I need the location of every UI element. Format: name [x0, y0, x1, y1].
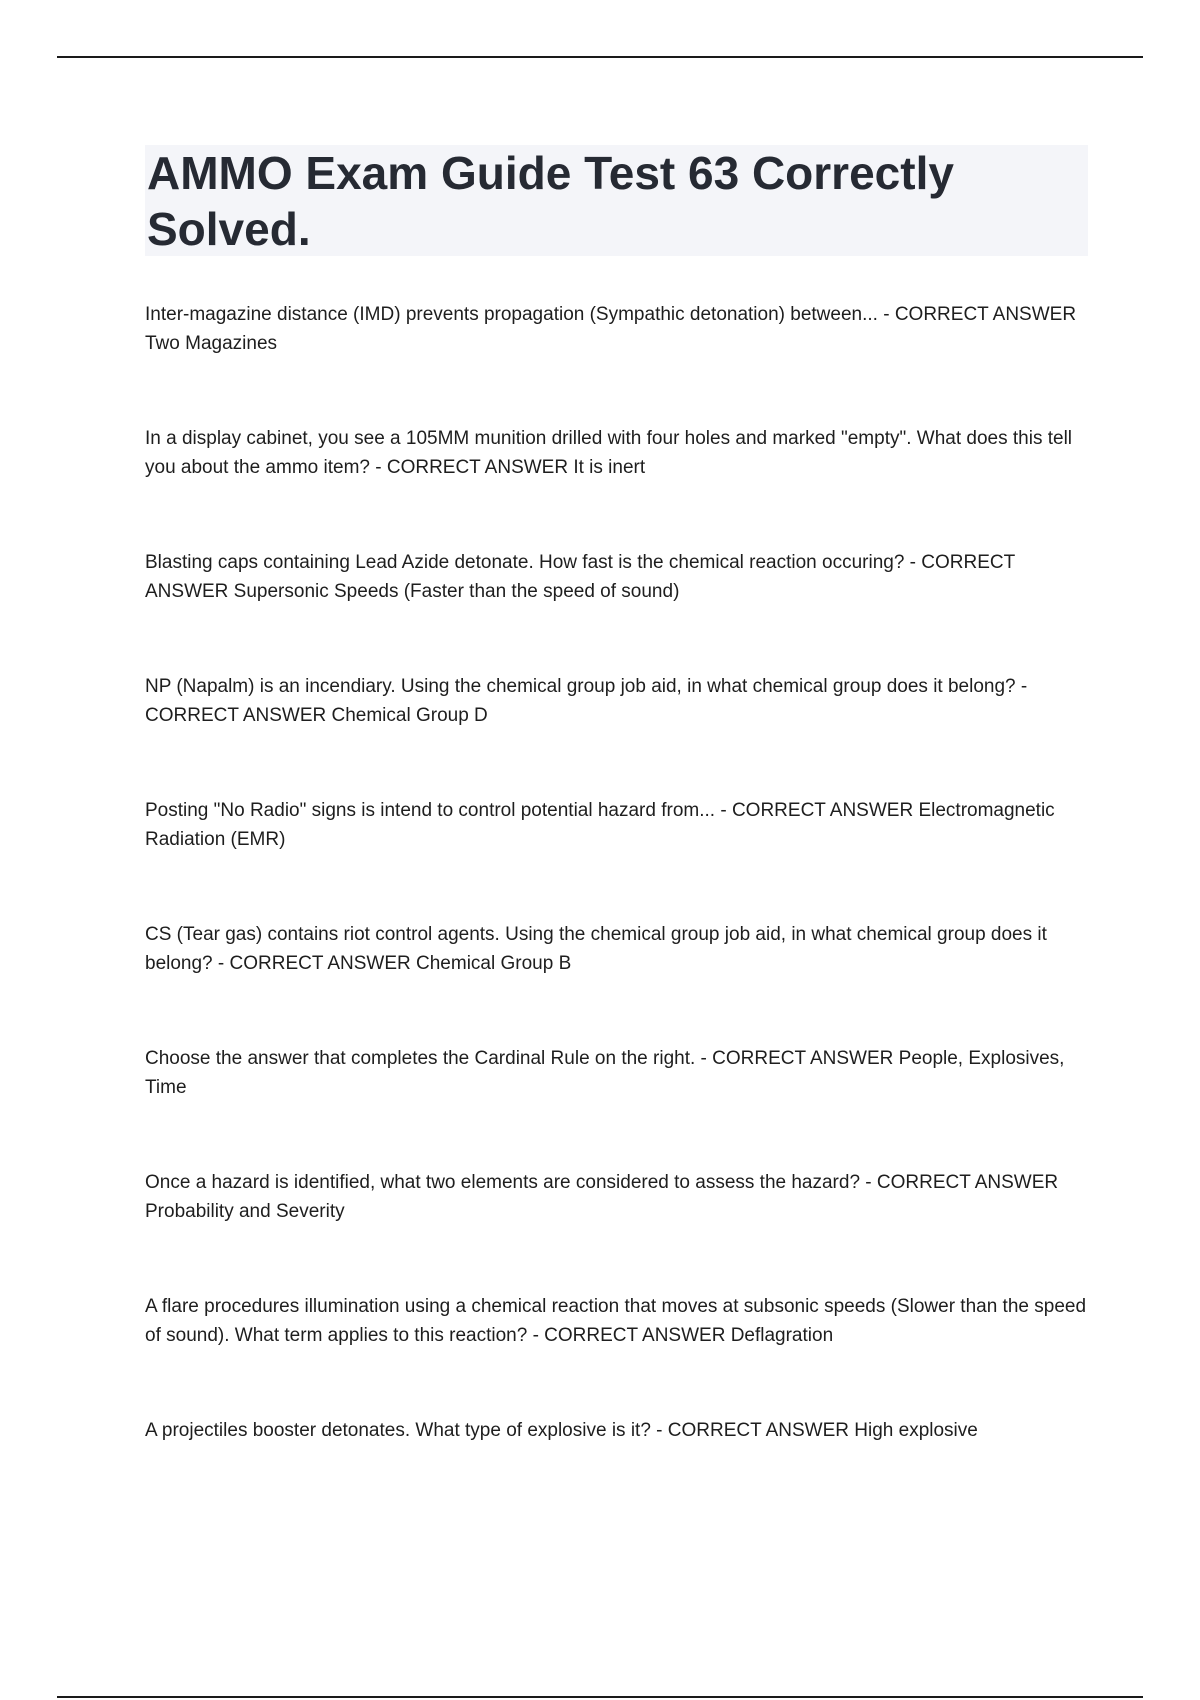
- question-answer-4: NP (Napalm) is an incendiary. Using the chemical group job aid, in what chemical group does it belong? - CORRECT ANSWER Chemical Group D: [145, 676, 1028, 726]
- page-title: AMMO Exam Guide Test 63 Correctly Solved.: [147, 147, 954, 255]
- question-answer-2: In a display cabinet, you see a 105MM munition drilled with four holes and marked "empty". What does this tell you about the ammo item? - CORRECT ANSWER It is inert: [145, 428, 1073, 478]
- question-answer-6: CS (Tear gas) contains riot control agents. Using the chemical group job aid, in what chemical group does it belong? - CORRECT ANSWER Chemical Group B: [145, 924, 1047, 974]
- top-rule: [57, 56, 1143, 58]
- question-answer-5: Posting "No Radio" signs is intend to control potential hazard from... - CORRECT ANSWER Electromagnetic Radiation (EMR): [145, 800, 1055, 850]
- question-answer-1: Inter-magazine distance (IMD) prevents propagation (Sympathic detonation) between... - CORRECT ANSWER Two Magazines: [145, 304, 1077, 354]
- question-answer-3: Blasting caps containing Lead Azide detonate. How fast is the chemical reaction occuring? - CORRECT ANSWER Supersonic Speeds (Faster than the speed of sound): [145, 552, 1015, 602]
- title-banner: [145, 145, 1088, 256]
- question-answer-7: Choose the answer that completes the Cardinal Rule on the right. - CORRECT ANSWER People, Explosives, Time: [145, 1048, 1065, 1098]
- question-answer-10: A projectiles booster detonates. What type of explosive is it? - CORRECT ANSWER High explosive: [145, 1420, 978, 1441]
- question-answer-9: A flare procedures illumination using a chemical reaction that moves at subsonic speeds (Slower than the speed of sound). What term applies to this reaction? - CORRECT ANSWER Deflagration: [145, 1296, 1087, 1346]
- question-list: [145, 300, 1090, 1511]
- question-answer-8: Once a hazard is identified, what two elements are considered to assess the hazard? - CORRECT ANSWER Probability and Severity: [145, 1172, 1059, 1222]
- bottom-rule: [57, 1696, 1143, 1698]
